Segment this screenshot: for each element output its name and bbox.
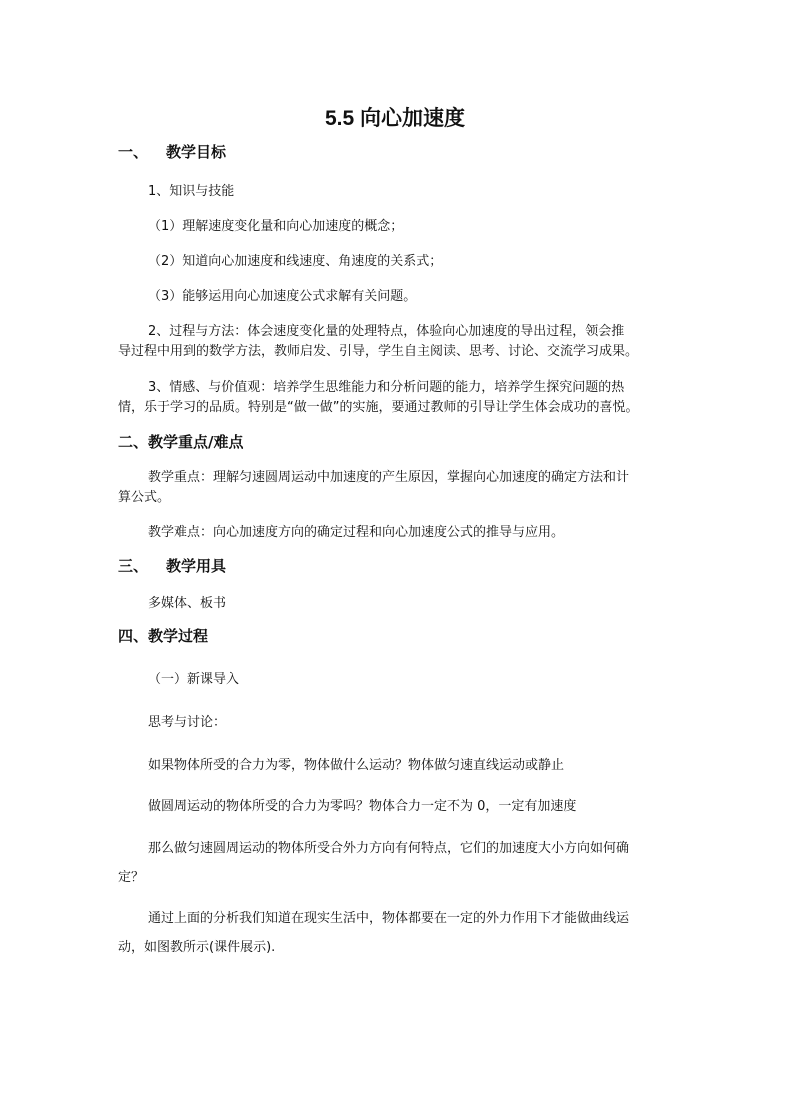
paragraph-question-1: 如果物体所受的合力为零，物体做什么运动？物体做匀速直线运动或静止	[148, 758, 565, 773]
paragraph-line: 导过程中用到的数学方法，教师启发、引导，学生自主阅读、思考、讨论、交流学习成果。	[118, 344, 639, 359]
paragraph-emotion	[118, 378, 678, 418]
section-label: 教学用具	[166, 557, 227, 575]
document-title: 5.5 向心加速度	[324, 107, 466, 130]
paragraph-question-3	[118, 834, 678, 892]
paragraph-tools: 多媒体、板书	[148, 596, 227, 611]
paragraph-line: 情，乐于学习的品质。特别是“做一做”的实施，要通过教师的引导让学生体会成功的喜悦。	[118, 400, 639, 415]
paragraph-line: 那么做匀速圆周运动的物体所受合外力方向有何特点，它们的加速度大小方向如何确	[148, 841, 630, 856]
paragraph-line: 通过上面的分析我们知道在现实生活中，物体都要在一定的外力作用下才能做曲线运	[148, 911, 630, 926]
paragraph-analysis	[118, 904, 678, 962]
section-number: 三、	[118, 557, 149, 575]
paragraph-knowledge-2: （2）知道向心加速度和线速度、角速度的关系式；	[148, 254, 443, 269]
section-number: 一、	[118, 143, 149, 161]
paragraph-question-2: 做圆周运动的物体所受的合力为零吗？物体合力一定不为 0，一定有加速度	[148, 799, 577, 814]
paragraph-key-point	[118, 468, 678, 508]
paragraph-line: 3、情感、与价值观：培养学生思维能力和分析问题的能力，培养学生探究问题的热	[148, 380, 625, 395]
paragraph-knowledge-3: （3）能够运用向心加速度公式求解有关问题。	[148, 289, 417, 304]
section-number: 四、	[118, 627, 149, 645]
section-label: 教学过程	[148, 627, 209, 645]
section-label: 教学目标	[166, 143, 227, 161]
section-heading-tools	[118, 556, 226, 576]
paragraph-knowledge: 1、知识与技能	[148, 184, 235, 199]
paragraph-line: 算公式。	[118, 490, 171, 505]
paragraph-line: 2、过程与方法：体会速度变化量的处理特点，体验向心加速度的导出过程，领会推	[148, 324, 625, 339]
section-heading-process	[118, 626, 208, 646]
section-heading-objectives	[118, 142, 226, 162]
paragraph-method	[118, 322, 678, 362]
paragraph-line: 教学重点：理解匀速圆周运动中加速度的产生原因，掌握向心加速度的确定方法和计	[148, 470, 630, 485]
section-label: 教学重点/难点	[148, 433, 244, 451]
paragraph-intro: （一）新课导入	[148, 672, 240, 687]
section-heading-key-points	[118, 432, 244, 452]
paragraph-knowledge-1: （1）理解速度变化量和向心加速度的概念；	[148, 219, 404, 234]
paragraph-difficulty: 教学难点：向心加速度方向的确定过程和向心加速度公式的推导与应用。	[148, 525, 565, 540]
section-number: 二、	[118, 433, 149, 451]
paragraph-line: 动，如图教所示(课件展示).	[118, 940, 276, 955]
paragraph-line: 定？	[118, 870, 145, 885]
paragraph-discussion: 思考与讨论：	[148, 715, 227, 730]
